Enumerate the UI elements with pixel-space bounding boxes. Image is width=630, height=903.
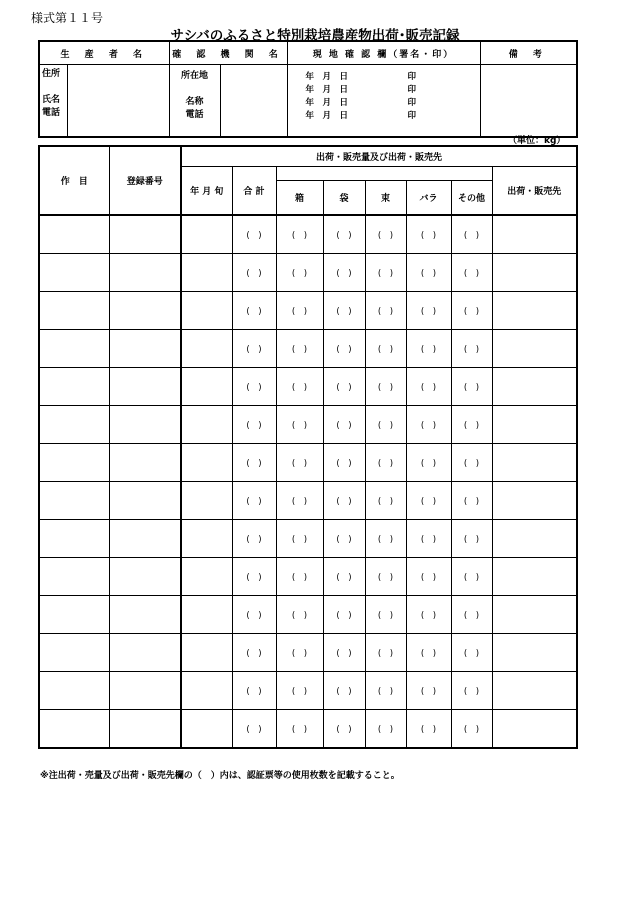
date-cell[interactable]	[181, 444, 232, 482]
count-parentheses: ( )	[463, 572, 480, 583]
quantity-cell[interactable]	[406, 292, 451, 330]
quantity-cell[interactable]	[406, 672, 451, 710]
quantity-cell[interactable]	[276, 482, 323, 520]
count-parentheses: ( )	[463, 610, 480, 621]
count-parentheses: ( )	[463, 344, 480, 355]
table-row	[39, 368, 577, 406]
date-line-1: 年 月 日 印	[305, 72, 417, 82]
count-parentheses: ( )	[291, 420, 308, 431]
count-parentheses: ( )	[246, 268, 262, 279]
date-cell[interactable]	[181, 215, 232, 254]
count-parentheses: ( )	[291, 230, 308, 241]
count-parentheses: ( )	[336, 306, 352, 317]
header-destination: 出荷・販売先	[492, 167, 577, 216]
count-parentheses: ( )	[336, 268, 352, 279]
field-check-dates[interactable]	[287, 65, 480, 138]
crop-cell[interactable]	[39, 672, 109, 710]
count-parentheses: ( )	[246, 382, 262, 393]
agency-input-area[interactable]	[220, 65, 287, 138]
quantity-cell[interactable]	[365, 368, 406, 406]
agency-labels	[169, 65, 220, 138]
quantity-cell[interactable]	[406, 520, 451, 558]
count-parentheses: ( )	[420, 724, 437, 735]
producer-info-table	[38, 40, 578, 138]
count-parentheses: ( )	[420, 686, 437, 697]
date-cell[interactable]	[181, 634, 232, 672]
table-row	[39, 710, 577, 749]
quantity-cell[interactable]	[406, 710, 451, 749]
crop-cell[interactable]	[39, 520, 109, 558]
quantity-cell[interactable]	[365, 444, 406, 482]
quantity-cell[interactable]	[451, 710, 492, 749]
quantity-cell[interactable]	[232, 254, 276, 292]
table-row	[39, 672, 577, 710]
shipment-record-table	[38, 145, 578, 749]
count-parentheses: ( )	[336, 610, 352, 621]
count-parentheses: ( )	[420, 230, 437, 241]
quantity-cell[interactable]	[323, 710, 365, 749]
agency-phone-label: 電話	[185, 110, 204, 120]
quantity-cell[interactable]	[451, 558, 492, 596]
header-field-check: 現 地 確 認 欄（署名・印）	[287, 41, 480, 65]
count-parentheses: ( )	[377, 420, 394, 431]
quantity-cell[interactable]	[406, 444, 451, 482]
destination-cell[interactable]	[492, 596, 577, 634]
quantity-cell[interactable]	[323, 215, 365, 254]
count-parentheses: ( )	[291, 610, 308, 621]
quantity-cell[interactable]	[276, 672, 323, 710]
header-shipment-group: 出荷・販売量及び出荷・販売先	[181, 146, 577, 167]
quantity-cell[interactable]	[232, 596, 276, 634]
count-parentheses: ( )	[377, 572, 394, 583]
registration-cell[interactable]	[109, 672, 181, 710]
quantity-cell[interactable]	[323, 672, 365, 710]
quantity-cell[interactable]	[451, 254, 492, 292]
date-line-3: 年 月 日 印	[305, 98, 417, 108]
count-parentheses: ( )	[246, 724, 262, 735]
quantity-cell[interactable]	[323, 558, 365, 596]
count-parentheses: ( )	[377, 382, 394, 393]
quantity-cell[interactable]	[276, 368, 323, 406]
quantity-cell[interactable]	[365, 254, 406, 292]
crop-cell[interactable]	[39, 292, 109, 330]
quantity-cell[interactable]	[406, 406, 451, 444]
quantity-cell[interactable]	[323, 254, 365, 292]
registration-cell[interactable]	[109, 330, 181, 368]
crop-cell[interactable]	[39, 710, 109, 749]
date-cell[interactable]	[181, 482, 232, 520]
count-parentheses: ( )	[291, 686, 308, 697]
count-parentheses: ( )	[291, 534, 308, 545]
count-parentheses: ( )	[463, 648, 480, 659]
quantity-cell[interactable]	[232, 292, 276, 330]
quantity-cell[interactable]	[451, 330, 492, 368]
quantity-cell[interactable]	[276, 710, 323, 749]
table-row	[39, 444, 577, 482]
count-parentheses: ( )	[336, 230, 352, 241]
count-parentheses: ( )	[291, 724, 308, 735]
count-parentheses: ( )	[420, 306, 437, 317]
crop-cell[interactable]	[39, 596, 109, 634]
count-parentheses: ( )	[420, 458, 437, 469]
count-parentheses: ( )	[246, 306, 262, 317]
table-row	[39, 634, 577, 672]
quantity-cell[interactable]	[276, 558, 323, 596]
quantity-cell[interactable]	[365, 215, 406, 254]
quantity-cell[interactable]	[406, 482, 451, 520]
quantity-cell[interactable]	[365, 482, 406, 520]
count-parentheses: ( )	[336, 534, 352, 545]
count-parentheses: ( )	[463, 724, 480, 735]
crop-cell[interactable]	[39, 634, 109, 672]
quantity-cell[interactable]	[323, 368, 365, 406]
header-registration-no: 登録番号	[109, 146, 181, 215]
count-parentheses: ( )	[420, 344, 437, 355]
header-date: 年 月 旬	[181, 167, 232, 216]
header-total: 合 計	[232, 167, 276, 216]
count-parentheses: ( )	[246, 230, 262, 241]
quantity-cell[interactable]	[276, 406, 323, 444]
count-parentheses: ( )	[377, 496, 394, 507]
quantity-cell[interactable]	[365, 596, 406, 634]
count-parentheses: ( )	[420, 496, 437, 507]
count-parentheses: ( )	[336, 496, 352, 507]
quantity-cell[interactable]	[406, 596, 451, 634]
table-row	[39, 558, 577, 596]
count-parentheses: ( )	[463, 382, 480, 393]
count-parentheses: ( )	[377, 610, 394, 621]
quantity-cell[interactable]	[323, 482, 365, 520]
quantity-cell[interactable]	[365, 292, 406, 330]
count-parentheses: ( )	[377, 648, 394, 659]
destination-cell[interactable]	[492, 330, 577, 368]
header-spacer	[276, 167, 492, 181]
date-cell[interactable]	[181, 710, 232, 749]
form-number: 様式第１１号	[31, 11, 104, 25]
quantity-cell[interactable]	[323, 406, 365, 444]
producer-input-area[interactable]	[67, 65, 169, 138]
quantity-cell[interactable]	[232, 482, 276, 520]
count-parentheses: ( )	[246, 610, 262, 621]
count-parentheses: ( )	[463, 420, 480, 431]
quantity-cell[interactable]	[276, 444, 323, 482]
quantity-cell[interactable]	[365, 406, 406, 444]
quantity-cell[interactable]	[232, 710, 276, 749]
count-parentheses: ( )	[246, 534, 262, 545]
quantity-cell[interactable]	[365, 634, 406, 672]
quantity-cell[interactable]	[232, 330, 276, 368]
count-parentheses: ( )	[463, 458, 480, 469]
count-parentheses: ( )	[463, 496, 480, 507]
header-bundle: 束	[365, 181, 406, 216]
quantity-cell[interactable]	[276, 634, 323, 672]
quantity-cell[interactable]	[276, 330, 323, 368]
destination-cell[interactable]	[492, 672, 577, 710]
quantity-cell[interactable]	[323, 330, 365, 368]
quantity-cell[interactable]	[276, 292, 323, 330]
quantity-cell[interactable]	[232, 520, 276, 558]
crop-cell[interactable]	[39, 406, 109, 444]
quantity-cell[interactable]	[451, 444, 492, 482]
quantity-cell[interactable]	[323, 444, 365, 482]
count-parentheses: ( )	[377, 306, 394, 317]
count-parentheses: ( )	[463, 230, 480, 241]
count-parentheses: ( )	[291, 572, 308, 583]
date-cell[interactable]	[181, 406, 232, 444]
count-parentheses: ( )	[336, 420, 352, 431]
header-remarks: 備 考	[480, 41, 577, 65]
count-parentheses: ( )	[291, 268, 308, 279]
count-parentheses: ( )	[246, 686, 262, 697]
date-cell[interactable]	[181, 558, 232, 596]
quantity-cell[interactable]	[451, 634, 492, 672]
quantity-cell[interactable]	[232, 215, 276, 254]
registration-cell[interactable]	[109, 520, 181, 558]
destination-cell[interactable]	[492, 520, 577, 558]
registration-cell[interactable]	[109, 368, 181, 406]
count-parentheses: ( )	[336, 572, 352, 583]
date-line-4: 年 月 日 印	[305, 111, 417, 121]
table-row	[39, 254, 577, 292]
producer-labels	[39, 65, 67, 138]
count-parentheses: ( )	[463, 306, 480, 317]
registration-cell[interactable]	[109, 406, 181, 444]
quantity-cell[interactable]	[406, 330, 451, 368]
date-cell[interactable]	[181, 330, 232, 368]
count-parentheses: ( )	[336, 648, 352, 659]
quantity-cell[interactable]	[276, 520, 323, 558]
header-agency-name: 確 認 機 関 名	[169, 41, 287, 65]
quantity-cell[interactable]	[323, 292, 365, 330]
quantity-cell[interactable]	[451, 368, 492, 406]
quantity-cell[interactable]	[406, 215, 451, 254]
crop-cell[interactable]	[39, 482, 109, 520]
quantity-cell[interactable]	[365, 558, 406, 596]
destination-cell[interactable]	[492, 215, 577, 254]
crop-cell[interactable]	[39, 368, 109, 406]
quantity-cell[interactable]	[451, 406, 492, 444]
destination-cell[interactable]	[492, 710, 577, 749]
count-parentheses: ( )	[377, 458, 394, 469]
header-bag: 袋	[323, 181, 365, 216]
date-cell[interactable]	[181, 368, 232, 406]
count-parentheses: ( )	[291, 306, 308, 317]
count-parentheses: ( )	[246, 648, 262, 659]
count-parentheses: ( )	[246, 572, 262, 583]
crop-cell[interactable]	[39, 254, 109, 292]
quantity-cell[interactable]	[365, 672, 406, 710]
phone-label: 電話	[42, 108, 61, 118]
quantity-cell[interactable]	[406, 634, 451, 672]
registration-cell[interactable]	[109, 596, 181, 634]
quantity-cell[interactable]	[365, 520, 406, 558]
footnote: ※注出荷・売量及び出荷・販売先欄の（ ）内は、認証票等の使用枚数を記載すること。	[40, 771, 400, 781]
count-parentheses: ( )	[336, 724, 352, 735]
count-parentheses: ( )	[291, 648, 308, 659]
crop-cell[interactable]	[39, 444, 109, 482]
header-crop: 作 目	[39, 146, 109, 215]
quantity-cell[interactable]	[232, 368, 276, 406]
count-parentheses: ( )	[420, 534, 437, 545]
registration-cell[interactable]	[109, 482, 181, 520]
count-parentheses: ( )	[291, 344, 308, 355]
page-title: サシバのふるさと特別栽培農産物出荷･販売記録	[170, 28, 460, 44]
table-row	[39, 406, 577, 444]
count-parentheses: ( )	[463, 534, 480, 545]
quantity-cell[interactable]	[323, 520, 365, 558]
quantity-cell[interactable]	[406, 558, 451, 596]
count-parentheses: ( )	[420, 572, 437, 583]
registration-cell[interactable]	[109, 634, 181, 672]
quantity-cell[interactable]	[451, 215, 492, 254]
count-parentheses: ( )	[291, 382, 308, 393]
count-parentheses: ( )	[377, 268, 394, 279]
quantity-cell[interactable]	[276, 596, 323, 634]
registration-cell[interactable]	[109, 710, 181, 749]
registration-cell[interactable]	[109, 444, 181, 482]
quantity-cell[interactable]	[232, 558, 276, 596]
quantity-cell[interactable]	[451, 520, 492, 558]
count-parentheses: ( )	[377, 686, 394, 697]
date-cell[interactable]	[181, 254, 232, 292]
count-parentheses: ( )	[377, 230, 394, 241]
destination-cell[interactable]	[492, 558, 577, 596]
registration-cell[interactable]	[109, 215, 181, 254]
address-label: 住所	[42, 69, 61, 79]
name-label: 氏名	[42, 95, 61, 105]
count-parentheses: ( )	[377, 534, 394, 545]
header-other: その他	[451, 181, 492, 216]
date-cell[interactable]	[181, 520, 232, 558]
date-cell[interactable]	[181, 292, 232, 330]
quantity-cell[interactable]	[406, 254, 451, 292]
count-parentheses: ( )	[463, 268, 480, 279]
quantity-cell[interactable]	[323, 634, 365, 672]
quantity-cell[interactable]	[232, 444, 276, 482]
quantity-cell[interactable]	[365, 710, 406, 749]
quantity-cell[interactable]	[451, 596, 492, 634]
count-parentheses: ( )	[377, 344, 394, 355]
registration-cell[interactable]	[109, 558, 181, 596]
date-cell[interactable]	[181, 596, 232, 634]
location-label: 所在地	[180, 71, 208, 81]
table-row	[39, 330, 577, 368]
crop-cell[interactable]	[39, 558, 109, 596]
remarks-input-area[interactable]	[480, 65, 577, 138]
date-line-2: 年 月 日 印	[305, 85, 417, 95]
count-parentheses: ( )	[420, 268, 437, 279]
destination-cell[interactable]	[492, 406, 577, 444]
quantity-cell[interactable]	[232, 406, 276, 444]
count-parentheses: ( )	[420, 648, 437, 659]
table-row	[39, 596, 577, 634]
count-parentheses: ( )	[420, 610, 437, 621]
header-box: 箱	[276, 181, 323, 216]
count-parentheses: ( )	[420, 420, 437, 431]
count-parentheses: ( )	[246, 458, 262, 469]
count-parentheses: ( )	[336, 382, 352, 393]
count-parentheses: ( )	[291, 458, 308, 469]
quantity-cell[interactable]	[451, 672, 492, 710]
crop-cell[interactable]	[39, 330, 109, 368]
destination-cell[interactable]	[492, 482, 577, 520]
header-loose: バラ	[406, 181, 451, 216]
quantity-cell[interactable]	[323, 596, 365, 634]
destination-cell[interactable]	[492, 292, 577, 330]
quantity-cell[interactable]	[451, 292, 492, 330]
quantity-cell[interactable]	[276, 254, 323, 292]
quantity-cell[interactable]	[232, 634, 276, 672]
registration-cell[interactable]	[109, 292, 181, 330]
count-parentheses: ( )	[246, 344, 262, 355]
table-row	[39, 292, 577, 330]
count-parentheses: ( )	[420, 382, 437, 393]
unit-label: （単位：kg）	[508, 136, 566, 146]
destination-cell[interactable]	[492, 254, 577, 292]
count-parentheses: ( )	[336, 686, 352, 697]
destination-cell[interactable]	[492, 368, 577, 406]
quantity-cell[interactable]	[232, 672, 276, 710]
agency-name-label: 名称	[185, 97, 204, 107]
table-row	[39, 520, 577, 558]
table-row	[39, 215, 577, 254]
quantity-cell[interactable]	[451, 482, 492, 520]
count-parentheses: ( )	[291, 496, 308, 507]
quantity-cell[interactable]	[406, 368, 451, 406]
destination-cell[interactable]	[492, 444, 577, 482]
quantity-cell[interactable]	[365, 330, 406, 368]
count-parentheses: ( )	[463, 686, 480, 697]
crop-cell[interactable]	[39, 215, 109, 254]
count-parentheses: ( )	[336, 344, 352, 355]
destination-cell[interactable]	[492, 634, 577, 672]
quantity-cell[interactable]	[276, 215, 323, 254]
table-row	[39, 482, 577, 520]
registration-cell[interactable]	[109, 254, 181, 292]
count-parentheses: ( )	[336, 458, 352, 469]
count-parentheses: ( )	[246, 420, 262, 431]
count-parentheses: ( )	[377, 724, 394, 735]
count-parentheses: ( )	[246, 496, 262, 507]
date-cell[interactable]	[181, 672, 232, 710]
header-producer-name: 生 産 者 名	[39, 41, 169, 65]
